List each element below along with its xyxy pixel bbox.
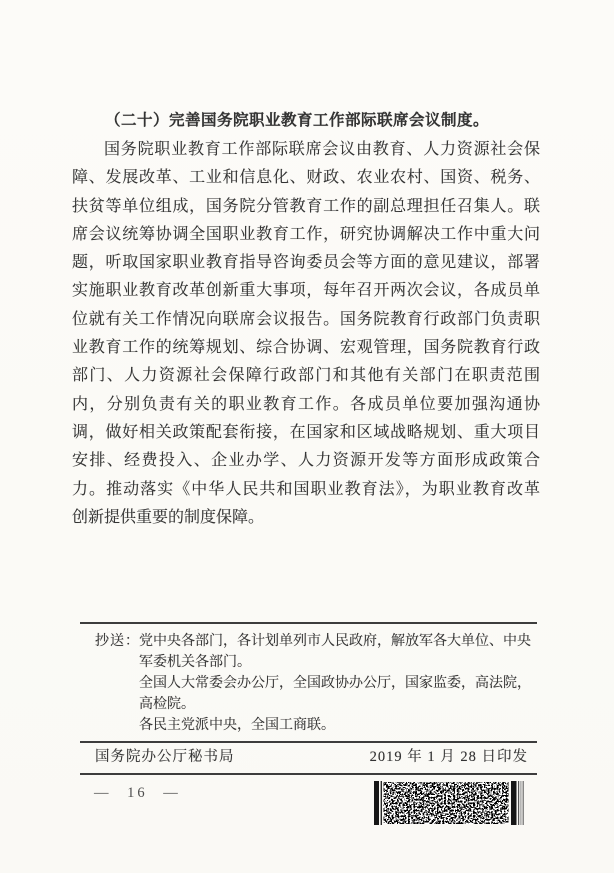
cc-label: 抄送： [95,634,140,649]
cc-line: 党中央各部门，各计划单列市人民政府，解放军各大单位、中央 [139,634,531,649]
divider-below-issuer [80,773,537,775]
cc-line: 高检院。 [139,697,195,712]
cc-block [95,631,539,736]
section-heading: （二十）完善国务院职业教育工作部际联席会议制度。 [105,112,490,129]
body-line: 内，分别负责有关的职业教育工作。各成员单位要加强沟通协 [72,395,540,413]
print-date: 2019 年 1 月 28 日印发 [369,749,528,765]
issuer-name: 国务院办公厅秘书局 [95,749,235,765]
body-line: 席会议统筹协调全国职业教育工作，研究协调解决工作中重大问 [72,225,540,243]
body-line: 位就有关工作情况向联席会议报告。国务院教育行政部门负责职 [72,310,540,328]
body-line: 障、发展改革、工业和信息化、财政、农业农村、国资、税务、 [72,169,540,187]
cc-line: 各民主党派中央，全国工商联。 [139,718,335,733]
body-line: 创新提供重要的制度保障。 [72,508,265,526]
page-number: — 16 — [94,785,181,801]
main-text-block [72,106,540,532]
divider-above-cc [80,622,537,624]
body-line: 题，听取国家职业教育指导咨询委员会等方面的意见建议，部署 [72,254,540,272]
body-line: 国务院职业教育工作部际联席会议由教育、人力资源社会保 [104,141,540,158]
cc-line: 军委机关各部门。 [139,655,251,670]
body-line: 业教育工作的统筹规划、综合协调、宏观管理，国务院教育行政 [72,339,540,357]
body-line: 安排、经费投入、企业办学、人力资源开发等方面形成政策合 [72,452,540,470]
body-line: 实施职业教育改革创新重大事项，每年召开两次会议，各成员单 [72,282,540,300]
issuer-row [95,746,528,768]
barcode-icon [374,781,524,825]
body-line: 部门、人力资源社会保障行政部门和其他有关部门在职责范围 [72,367,540,385]
cc-line: 全国人大常委会办公厅，全国政协办公厅，国家监委，高法院， [139,676,531,691]
body-line: 调，做好相关政策配套衔接，在国家和区域战略规划、重大项目 [72,423,540,441]
divider-above-issuer [80,741,537,743]
body-line: 扶贫等单位组成，国务院分管教育工作的副总理担任召集人。联 [72,197,540,215]
cc-lines [139,631,539,736]
body-line: 力。推动落实《中华人民共和国职业教育法》，为职业教育改革 [72,480,540,498]
